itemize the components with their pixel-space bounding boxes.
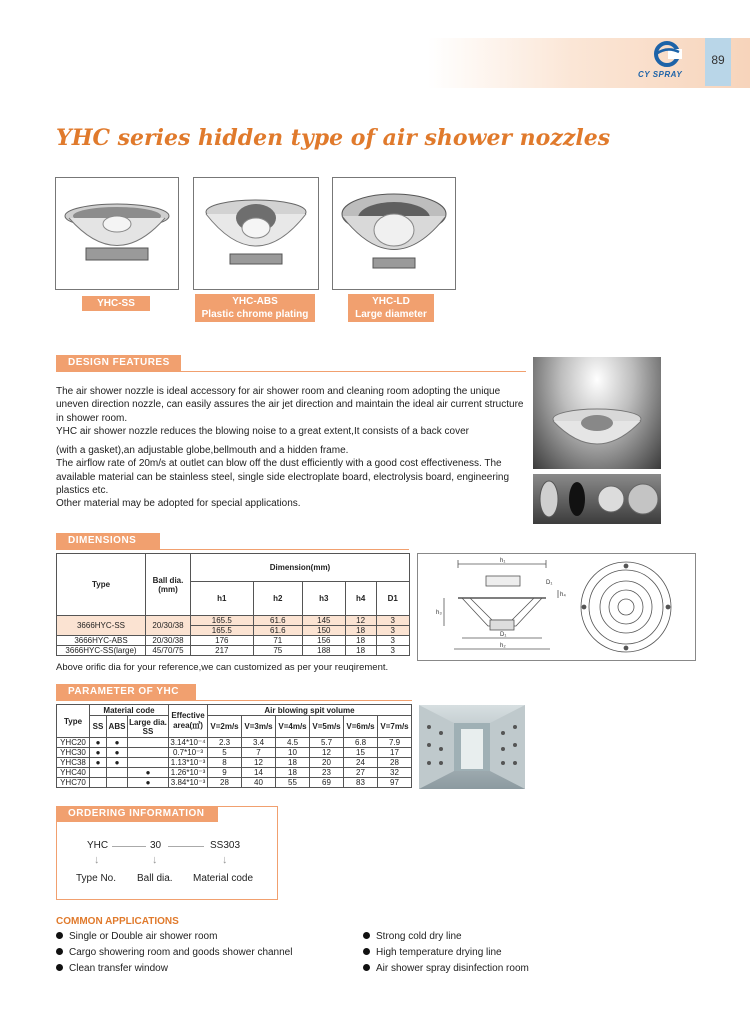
applications-heading: COMMON APPLICATIONS	[56, 916, 179, 927]
dim-ball-cell: 20/30/38	[146, 616, 191, 636]
param-volume-cell: 18	[276, 768, 310, 778]
param-type-header: Type	[57, 705, 90, 738]
param-volume-cell: 15	[344, 748, 378, 758]
param-area-cell: 3.14*10⁻⁴	[170, 738, 206, 747]
design-paragraph: The air shower nozzle is ideal accessory for air shower room and cleaning room adopting the unique uneven direction nozzle, can easily assures the air jet direction and maintain the ideal air current structure in shower room.	[56, 386, 524, 424]
dim-ball-header: Ball dia.(mm)	[146, 554, 191, 616]
application-text: Air shower spray disinfection room	[376, 963, 529, 974]
param-speed-header: V=3m/s	[242, 716, 276, 738]
param-volume-cell: 20	[310, 758, 344, 768]
table-row	[57, 748, 412, 758]
param-volume-cell: 32	[378, 768, 412, 778]
param-volume-cell: 5	[208, 748, 242, 758]
table-row	[57, 758, 412, 768]
design-paragraph: YHC air shower nozzle reduces the blowing noise to a great extent,It consists of a back cover	[56, 425, 469, 437]
param-mat-cell: ●	[107, 748, 128, 758]
dim-cell: 145	[302, 616, 345, 626]
nozzle-parts-photo	[533, 474, 661, 524]
param-material-abs: ABS	[107, 716, 128, 738]
page-number: 89	[711, 53, 725, 67]
dim-type-cell: 3666HYC-SS(large)	[57, 646, 146, 656]
dim-cell: 165.5	[191, 616, 254, 626]
param-volume-cell: 9	[208, 768, 242, 778]
bullet-icon	[363, 964, 370, 971]
dim-cell: 61.6	[253, 616, 302, 626]
param-mat-cell: ●	[107, 758, 128, 768]
dim-cell: 188	[302, 646, 345, 656]
order-code-material: SS303	[210, 840, 241, 851]
product-label-sub: Plastic chrome plating	[201, 309, 309, 320]
table-row	[57, 616, 410, 626]
order-code-ball: 30	[150, 840, 162, 851]
bullet-icon	[363, 948, 370, 955]
table-row	[57, 768, 412, 778]
param-mat-cell: ●	[90, 748, 107, 758]
design-paragraph: (with a gasket),an adjustable globe,bellmouth and a hidden frame.	[56, 445, 349, 457]
param-volume-cell: 40	[242, 778, 276, 788]
order-connector	[168, 846, 204, 847]
bullet-icon	[56, 964, 63, 971]
table-row	[57, 778, 412, 788]
param-mat-cell: ●	[90, 738, 107, 748]
dimensions-note: Above orific dia for your reference,we can customized as per your reuqirement.	[56, 662, 389, 673]
product-label-yhc-ss	[82, 296, 150, 311]
design-paragraph: Other material may be adopted for special applications.	[56, 498, 301, 510]
nozzle-hero-photo	[533, 357, 661, 469]
parameter-heading: PARAMETER OF YHC	[56, 684, 196, 700]
dim-cell: 18	[345, 636, 376, 646]
param-volume-cell: 28	[208, 778, 242, 788]
dim-cell: 176	[191, 636, 254, 646]
list-item	[363, 931, 462, 942]
dim-dimension-header: Dimension(mm)	[191, 554, 410, 582]
drawing-label-h1: h₁	[500, 558, 506, 564]
param-mat-cell: ●	[90, 758, 107, 768]
param-volume-cell: 3.4	[242, 738, 276, 748]
param-type-cell: YHC30	[57, 748, 90, 758]
dim-cell: 18	[345, 646, 376, 656]
design-features-text	[56, 385, 526, 511]
param-mat-cell: ●	[107, 738, 128, 748]
list-item	[56, 931, 217, 942]
dim-type-cell: 3666HYC-SS	[57, 616, 146, 636]
param-area-cell: 3.84*10⁻³	[169, 778, 208, 788]
dimensions-rule	[56, 549, 409, 550]
dim-cell: 3	[376, 626, 409, 636]
param-volume-cell: 28	[378, 758, 412, 768]
param-type-cell: YHC40	[57, 768, 90, 778]
param-type-cell: YHC20	[57, 738, 90, 748]
dim-cell: 217	[191, 646, 254, 656]
dimensions-heading: DIMENSIONS	[56, 533, 160, 549]
param-mat-cell: ●	[128, 768, 169, 778]
param-area-cell: 1.26*10⁻³	[169, 768, 208, 778]
param-mat-cell	[128, 748, 169, 758]
dim-col-header: h1	[191, 582, 254, 616]
parameter-rule	[56, 700, 412, 701]
table-row	[57, 636, 410, 646]
drawing-label-d2: D₁	[500, 632, 507, 638]
param-mat-cell	[90, 768, 107, 778]
application-text: Strong cold dry line	[376, 931, 462, 942]
order-label-ball: Ball dia.	[137, 873, 173, 884]
list-item	[363, 963, 529, 974]
param-mat-cell	[90, 778, 107, 788]
param-volume-cell: 24	[344, 758, 378, 768]
dim-ball-cell: 20/30/38	[146, 636, 191, 646]
dim-cell: 3	[376, 636, 409, 646]
dim-col-header: h4	[345, 582, 376, 616]
product-label-sub: Large diameter	[355, 309, 427, 320]
param-volume-cell: 55	[276, 778, 310, 788]
application-text: Cargo showering room and goods shower channel	[69, 947, 293, 958]
param-volume-cell: 12	[242, 758, 276, 768]
dim-cell: 3	[376, 616, 409, 626]
param-material-header: Material code	[90, 705, 169, 716]
param-volume-cell: 6.8	[344, 738, 378, 748]
page-title: YHC series hidden type of air shower nozzles	[56, 125, 611, 151]
param-mat-cell: ●	[128, 778, 169, 788]
design-features-heading: DESIGN FEATURES	[56, 355, 181, 371]
brand-name: CY SPRAY	[638, 70, 683, 79]
application-text: High temperature drying line	[376, 947, 502, 958]
param-volume-cell: 69	[310, 778, 344, 788]
header-band	[428, 38, 750, 88]
param-area-cell: 1.13*10⁻³	[169, 758, 208, 768]
application-text: Single or Double air shower room	[69, 931, 218, 942]
technical-drawing	[417, 553, 696, 661]
product-photo-yhc-ld	[332, 177, 456, 290]
drawing-label-d1: D₁	[546, 580, 553, 586]
param-volume-cell: 10	[276, 748, 310, 758]
parameter-table	[56, 704, 412, 788]
param-type-cell: YHC38	[57, 758, 90, 768]
order-label-type: Type No.	[76, 873, 117, 884]
product-label-name: YHC-LD	[372, 296, 410, 307]
bullet-icon	[56, 932, 63, 939]
param-volume-cell: 2.3	[208, 738, 242, 748]
dimensions-table	[56, 553, 410, 656]
dim-cell: 156	[302, 636, 345, 646]
param-area-header: Effective area(㎡)	[169, 705, 208, 738]
product-label-yhc-ld	[348, 294, 434, 322]
param-mat-cell	[128, 738, 169, 748]
order-arrow-icon: ↓	[152, 854, 158, 866]
param-volume-cell: 7	[242, 748, 276, 758]
dim-type-header: Type	[57, 554, 146, 616]
param-volume-cell: 83	[344, 778, 378, 788]
dim-cell: 75	[253, 646, 302, 656]
dim-col-header: D1	[376, 582, 409, 616]
ordering-heading: ORDERING INFORMATION	[56, 806, 218, 822]
param-volume-cell: 14	[242, 768, 276, 778]
param-speed-header: V=2m/s	[208, 716, 242, 738]
param-mat-cell	[107, 778, 128, 788]
param-material-ss: SS	[90, 716, 107, 738]
param-volume-cell: 23	[310, 768, 344, 778]
param-volume-cell: 5.7	[310, 738, 344, 748]
param-area-cell: 0.7*10⁻³	[169, 748, 208, 758]
product-photo-yhc-abs	[193, 177, 319, 290]
dim-cell: 3	[376, 646, 409, 656]
dim-cell: 61.6	[253, 626, 302, 636]
param-volume-cell: 12	[310, 748, 344, 758]
design-paragraph: The airflow rate of 20m/s at outlet can blow off the dust efficiently with a good cost effectiveness. The available material can be stainless steel, single side electroplate board, electrolysis board, engineering plastics etc.	[56, 458, 510, 497]
param-mat-cell	[107, 768, 128, 778]
list-item	[56, 963, 168, 974]
list-item	[56, 947, 292, 958]
drawing-label-h2: h₂	[500, 643, 506, 649]
param-volume-cell: 97	[378, 778, 412, 788]
product-label-name: YHC-ABS	[232, 296, 278, 307]
dim-col-header: h3	[302, 582, 345, 616]
cy-spray-logo-icon	[652, 40, 682, 68]
order-arrow-icon: ↓	[94, 854, 100, 866]
order-code-type: YHC	[87, 840, 109, 851]
bullet-icon	[56, 948, 63, 955]
param-speed-header: V=7m/s	[378, 716, 412, 738]
dim-cell: 18	[345, 626, 376, 636]
param-volume-header: Air blowing spit volume	[208, 705, 412, 716]
dim-cell: 71	[253, 636, 302, 646]
table-row	[57, 646, 410, 656]
dim-cell: 150	[302, 626, 345, 636]
product-photo-yhc-ss	[55, 177, 179, 290]
drawing-label-h4: h₄	[560, 592, 566, 598]
param-mat-cell	[128, 758, 169, 768]
param-volume-cell: 4.5	[276, 738, 310, 748]
dim-cell: 12	[345, 616, 376, 626]
order-arrow-icon: ↓	[222, 854, 228, 866]
order-connector	[112, 846, 146, 847]
product-label-name: YHC-SS	[97, 298, 135, 309]
air-shower-room-photo	[419, 705, 525, 789]
bullet-icon	[363, 932, 370, 939]
param-volume-cell: 7.9	[378, 738, 412, 748]
dim-cell: 165.5	[191, 626, 254, 636]
design-features-rule	[56, 371, 526, 372]
list-item	[363, 947, 502, 958]
param-material-large: Large dia. SS	[129, 717, 167, 736]
order-label-material: Material code	[193, 873, 254, 884]
application-text: Clean transfer window	[69, 963, 168, 974]
param-volume-cell: 17	[378, 748, 412, 758]
dim-type-cell: 3666HYC-ABS	[57, 636, 146, 646]
product-label-yhc-abs	[195, 294, 315, 322]
table-row	[57, 738, 412, 748]
param-volume-cell: 27	[344, 768, 378, 778]
param-type-cell: YHC70	[57, 778, 90, 788]
param-volume-cell: 18	[276, 758, 310, 768]
param-speed-header: V=5m/s	[310, 716, 344, 738]
dim-ball-cell: 45/70/75	[146, 646, 191, 656]
param-speed-header: V=6m/s	[344, 716, 378, 738]
drawing-label-h3: h₃	[436, 610, 442, 616]
param-speed-header: V=4m/s	[276, 716, 310, 738]
param-volume-cell: 8	[208, 758, 242, 768]
dim-col-header: h2	[253, 582, 302, 616]
